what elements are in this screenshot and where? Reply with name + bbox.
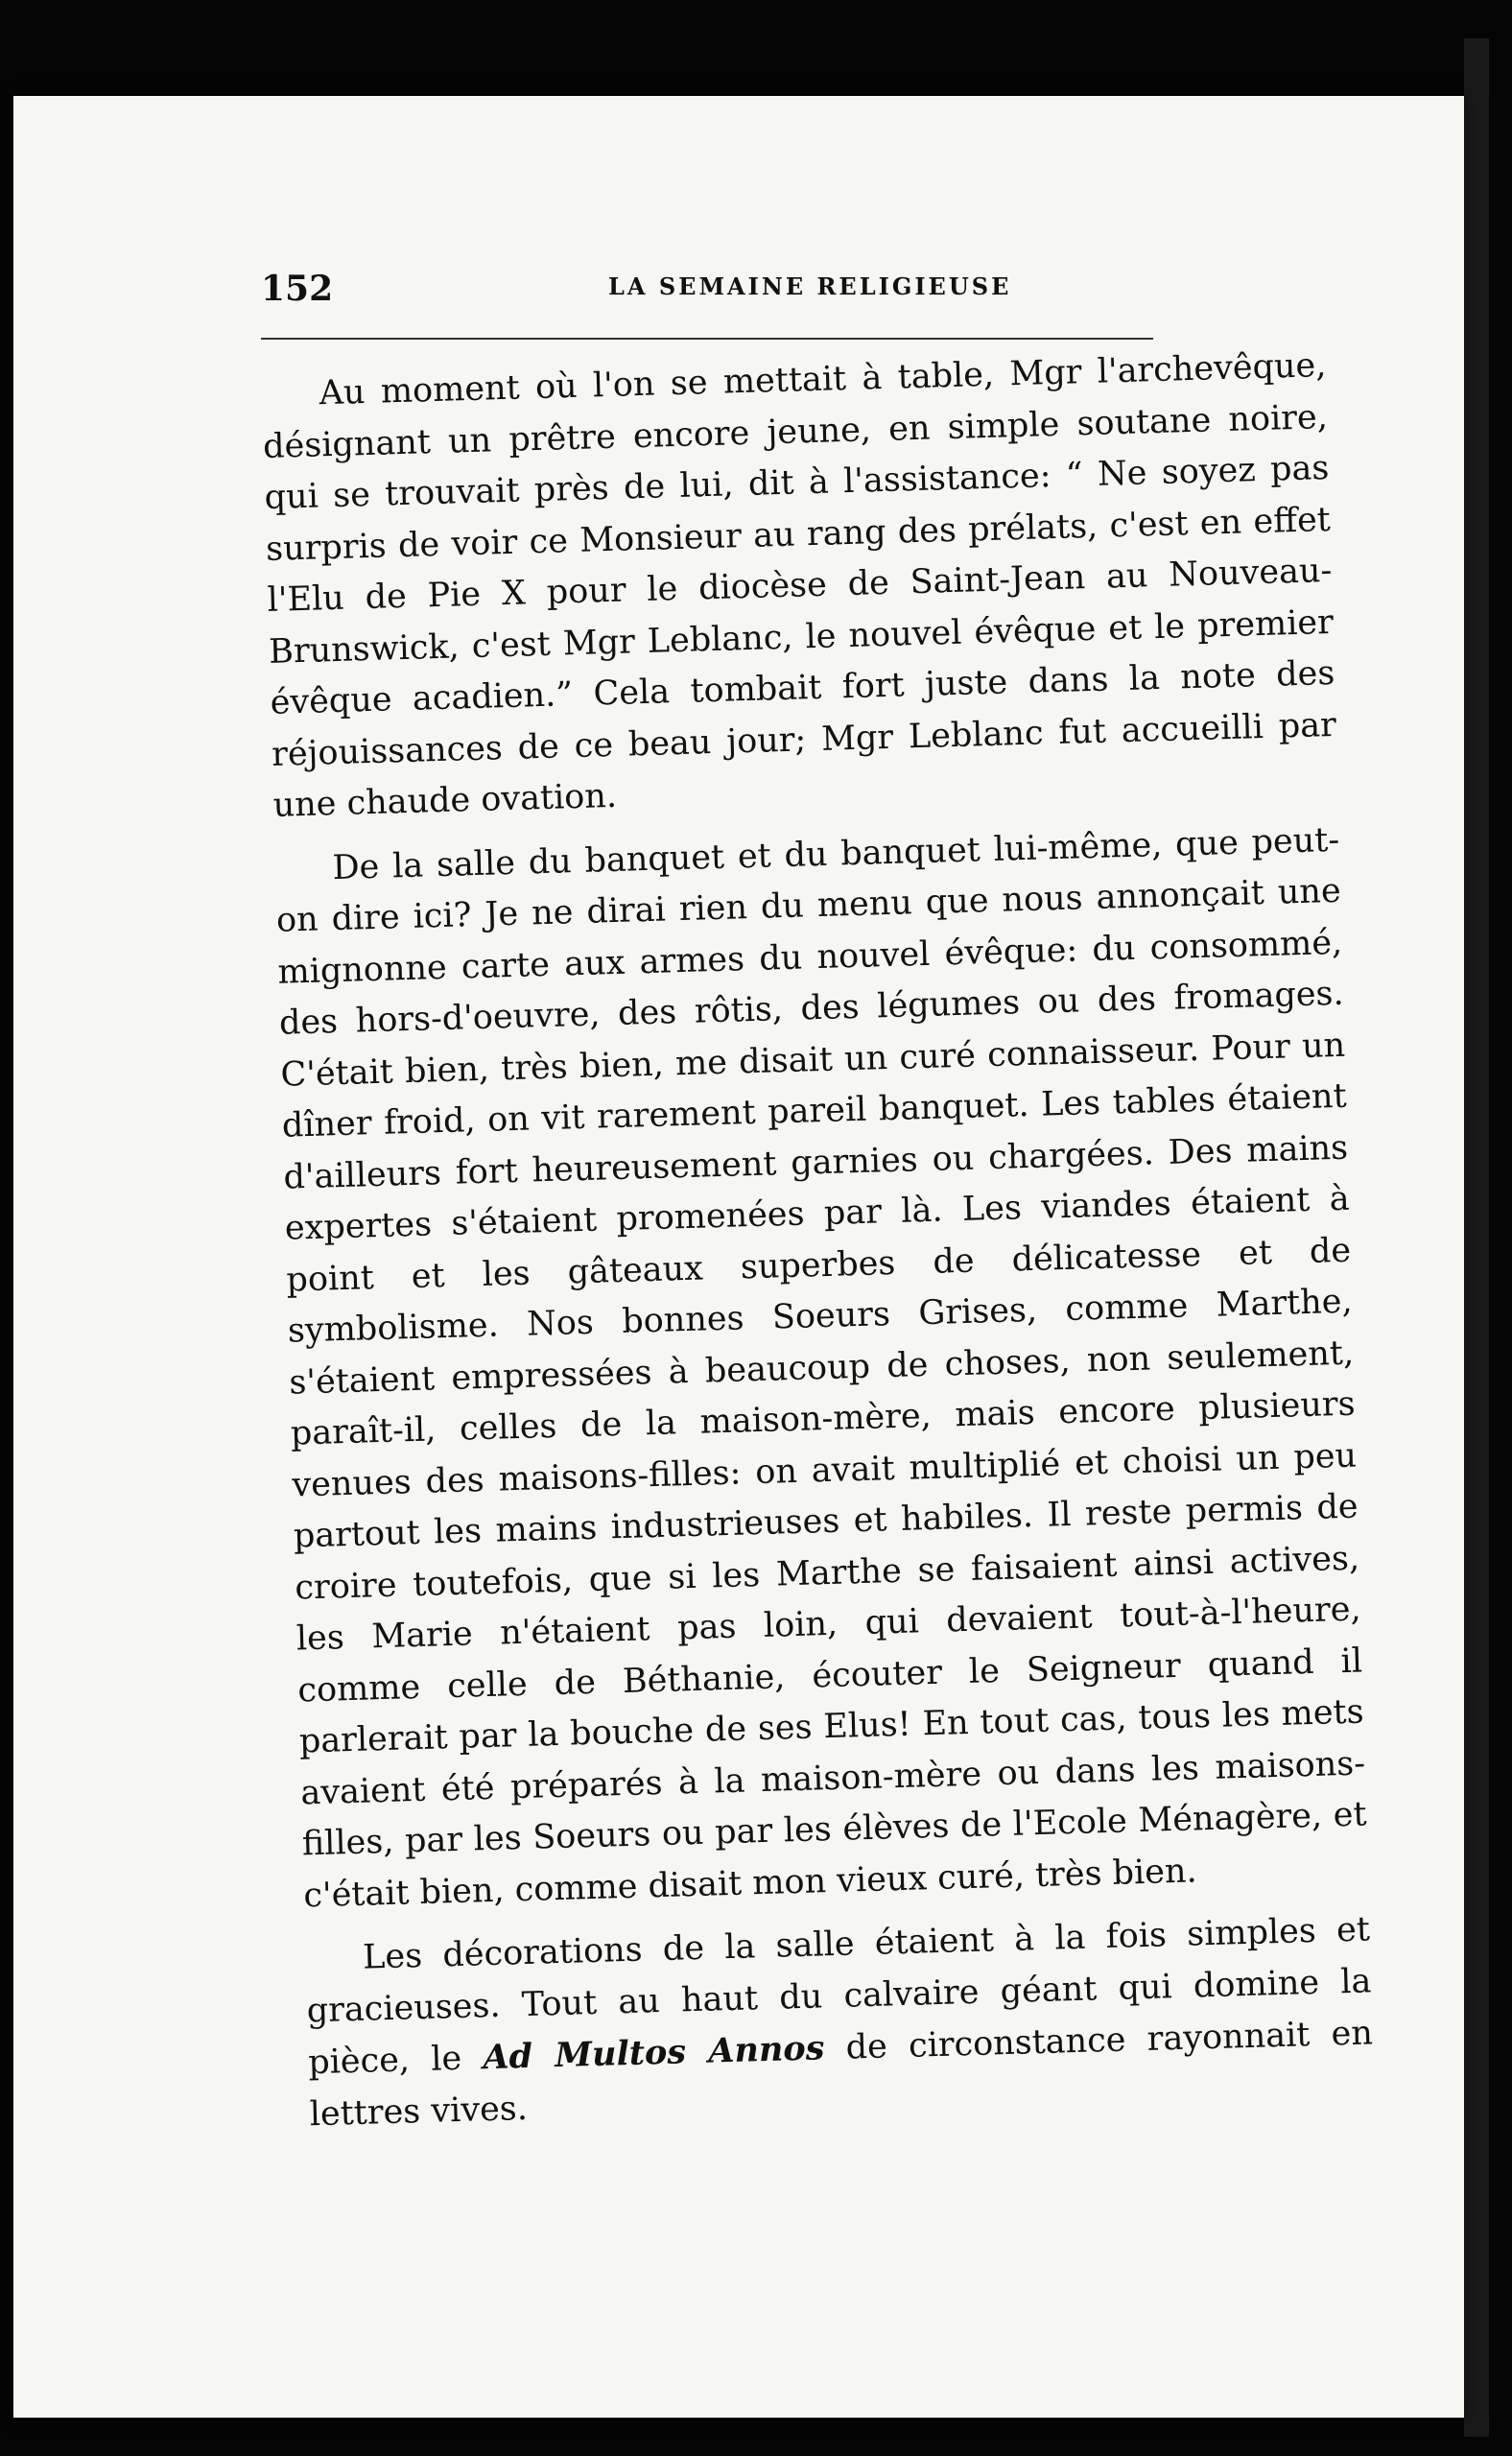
paragraph-3-start: Les décorations de la salle étaient à la fois simples et gracieuses. Tout au haut du calvaire géant qui domine la pièce, le [306, 1910, 1372, 2083]
body-text [261, 341, 1375, 2153]
adjacent-page-edge [1464, 38, 1489, 2437]
paragraph-1: Au moment où l'on se mettait à table, Mgr l'archevêque, désignant un prêtre encore jeune, en simple soutane noire, qui se trouvait près de lui, dit à l'assistance: “ Ne soyez pas surpris de voir ce Monsieur au rang des prélats, c'est en effet l'Elu de Pie X pour le diocèse de Saint-Jean au Nouveau-Brunswick, c'est Mgr Leblanc, le nouvel évêque et le premier évêque acadien.” Cela tombait fort juste dans la note des réjouissances de ce beau jour; Mgr Leblanc fut accueilli par une chaude ovation. [262, 346, 1337, 825]
page-number: 152 [261, 269, 334, 309]
paragraph-3-end: de circonstance rayonnait en lettres vives. [309, 2014, 1374, 2134]
italic-phrase: Ad Multos Annos [482, 2028, 825, 2078]
page-header [261, 269, 1182, 326]
paragraph-3 [305, 1904, 1376, 2140]
header-rule [261, 338, 1153, 340]
running-title: LA SEMAINE RELIGIEUSE [608, 272, 1012, 300]
paragraph-2: De la salle du banquet et du banquet lui-même, que peut-on dire ici? Je ne dirai rien du menu que nous annonçait une mignonne carte aux armes du nouvel évêque: du consommé, des hors-d'oeuvre, des rôtis, des légumes ou des fromages. C'était bien, très bien, me disait un curé connaisseur. Pour un dîner froid, on vit rarement pareil banquet. Les tables étaient d'ailleurs fort heureusement garnies ou chargées. Des mains expertes s'étaient promenées par là. Les viandes étaient à point et les gâteaux superbes de délicatesse et de symbolisme. Nos bonnes Soeurs Grises, comme Marthe, s'étaient empressées à beaucoup de choses, non seulement, paraît-il, celles de la maison-mère, mais encore plusieurs venues des maisons-filles: on avait multiplié et choisi un peu partout les mains industrieuses et habiles. Il reste permis de croire toutefois, que si les Marthe se faisaient ainsi actives, les Marie n'étaient pas loin, qui devaient tout-à-l'heure, comme celle de Béthanie, écouter le Seigneur quand il parlerait par la bouche de ses Elus! En tout cas, tous les mets avaient été préparés à la maison-mère ou dans les maisons-filles, par les Soeurs ou par les élèves de l'Ecole Ménagère, et c'était bien, comme disait mon vieux curé, très bien. [275, 820, 1368, 1915]
